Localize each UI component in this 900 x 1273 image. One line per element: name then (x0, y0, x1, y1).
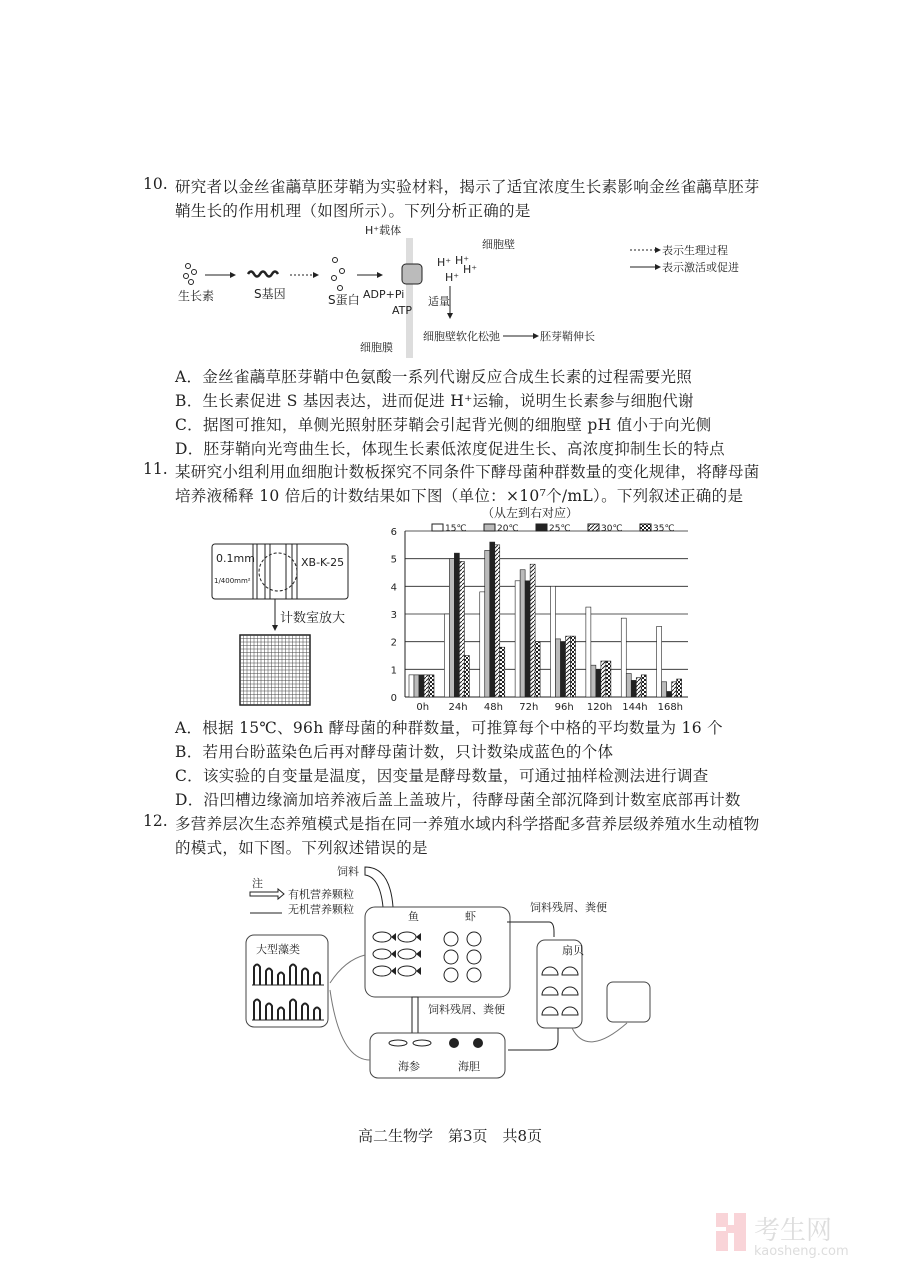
bar (480, 592, 485, 697)
question-11-line: 某研究小组利用血细胞计数板探究不同条件下酵母菌种群数量的变化规律，将酵母菌 (175, 463, 760, 481)
svg-text:ATP: ATP (392, 304, 413, 317)
legend-swatch (640, 524, 651, 531)
x-tick-label: 24h (448, 702, 468, 713)
legend-swatch (588, 524, 599, 531)
bar (464, 656, 469, 698)
bar (520, 570, 525, 697)
bar (626, 673, 631, 697)
yeast-population-chart (370, 505, 700, 715)
fish-icon (398, 932, 416, 942)
legend-label: 25℃ (549, 524, 571, 534)
bar (631, 680, 636, 697)
svg-text:kaosheng.com: kaosheng.com (754, 1244, 849, 1259)
y-tick-label: 1 (390, 665, 397, 677)
bar (662, 682, 667, 697)
bar (449, 559, 454, 697)
option-c: C．据图可推知，单侧光照射胚芽鞘会引起背光侧的细胞壁 pH 值小于向光侧 (175, 416, 712, 434)
bar (556, 639, 561, 697)
question-10-line: 鞘生长的作用机理（如图所示）。下列分析正确的是 (175, 202, 531, 220)
svg-text:胚芽鞘伸长: 胚芽鞘伸长 (540, 330, 595, 343)
svg-text:0.1mm: 0.1mm (216, 552, 255, 565)
question-11-number: 11. (143, 460, 168, 478)
h-carrier-label: H⁺载体 (365, 224, 402, 237)
s-protein-label: S蛋白 (328, 293, 360, 307)
bar (606, 661, 611, 697)
legend-swatch (484, 524, 495, 531)
cell-membrane (406, 238, 413, 358)
s-gene-icon (248, 272, 278, 277)
svg-text:H⁺: H⁺ (445, 271, 460, 284)
bar (495, 545, 500, 697)
bar (677, 679, 682, 697)
x-tick-label: 0h (416, 702, 430, 713)
fish-icon (373, 932, 391, 942)
option-b: B．生长素促进 S 基因表达，进而促进 H⁺运输，说明生长素参与细胞代谢 (175, 392, 694, 410)
bar (414, 675, 419, 697)
x-tick-label: 72h (519, 702, 539, 713)
bar (601, 661, 606, 697)
y-tick-label: 2 (390, 637, 397, 649)
bar (535, 642, 540, 697)
svg-text:表示生理过程: 表示生理过程 (662, 244, 728, 257)
legend-label: 20℃ (497, 524, 519, 534)
svg-text:海胆: 海胆 (458, 1060, 480, 1073)
fish-icon (398, 966, 416, 976)
x-tick-label: 168h (657, 702, 684, 713)
x-tick-label: 48h (483, 702, 503, 713)
svg-text:大型藻类: 大型藻类 (256, 943, 300, 956)
bar (621, 618, 626, 697)
shrimp-icon (444, 932, 458, 946)
bar (429, 675, 434, 697)
y-tick-label: 0 (390, 693, 397, 704)
svg-text:H⁺: H⁺ (455, 254, 470, 267)
bar (485, 550, 490, 697)
auxin-label: 生长素 (178, 289, 215, 303)
aquaculture-diagram (240, 865, 660, 1085)
bar (459, 561, 464, 697)
auxin-molecules (184, 264, 197, 285)
bar (419, 675, 424, 697)
bar (571, 636, 576, 697)
shrimp-icon (444, 950, 458, 964)
counting-grid (240, 635, 310, 705)
svg-text:细胞膜: 细胞膜 (360, 341, 393, 354)
bar (657, 626, 662, 697)
kaosheng-watermark (712, 1205, 892, 1265)
bar (454, 553, 459, 697)
question-12-number: 12. (143, 812, 168, 830)
svg-text:注: 注 (252, 877, 263, 890)
bar (424, 675, 429, 697)
legend-swatch (432, 524, 443, 531)
fish-icon (373, 949, 391, 959)
bar (409, 675, 414, 697)
bar (561, 642, 566, 697)
legend-label: 15℃ (445, 524, 467, 534)
legend-label: 30℃ (601, 524, 623, 534)
svg-text:ADP+Pi: ADP+Pi (363, 288, 405, 301)
x-tick-label: 96h (554, 702, 574, 713)
shrimp-icon (467, 950, 481, 964)
svg-text:无机营养颗粒: 无机营养颗粒 (288, 903, 354, 916)
svg-text:饲料: 饲料 (337, 865, 359, 878)
fish-icon (373, 966, 391, 976)
svg-text:H⁺: H⁺ (463, 263, 478, 276)
svg-text:计数室放大: 计数室放大 (280, 611, 346, 626)
bar (525, 581, 530, 697)
y-tick-label: 4 (390, 582, 397, 594)
question-10-line: 研究者以金丝雀虉草胚芽鞘为实验材料，揭示了适宜浓度生长素影响金丝雀虉草胚芽 (175, 178, 760, 196)
question-12-line: 多营养层次生态养殖模式是指在同一养殖水域内科学搭配多营养层级养殖水生动植物 (175, 815, 760, 833)
option-d: D．胚芽鞘向光弯曲生长，体现生长素低浓度促进生长、高浓度抑制生长的特点 (175, 440, 725, 458)
shrimp-icon (467, 968, 481, 982)
svg-text:适量: 适量 (428, 295, 450, 308)
page-footer: 高二生物学 第3页 共8页 (357, 1127, 543, 1145)
bar (566, 636, 571, 697)
svg-text:鱼: 鱼 (408, 910, 419, 923)
y-tick-label: 6 (390, 527, 397, 538)
svg-text:有机营养颗粒: 有机营养颗粒 (288, 888, 354, 901)
legend-swatch (536, 524, 547, 531)
option-a: A．金丝雀虉草胚芽鞘中色氨酸一系列代谢反应合成生长素的过程需要光照 (175, 368, 693, 386)
svg-text:海参: 海参 (398, 1060, 420, 1073)
svg-text:考生网: 考生网 (754, 1216, 833, 1246)
svg-text:表示激活或促进: 表示激活或促进 (662, 261, 739, 274)
svg-text:XB-K-25: XB-K-25 (301, 556, 345, 569)
bar (586, 607, 591, 697)
fish-icon (398, 949, 416, 959)
question-10-number: 10. (143, 175, 168, 193)
legend-label: 35℃ (653, 524, 675, 534)
shrimp-icon (467, 932, 481, 946)
x-tick-label: 144h (622, 702, 648, 713)
bar (596, 669, 601, 697)
svg-text:饲料残屑、粪便: 饲料残屑、粪便 (428, 1003, 505, 1016)
auxin-mechanism-diagram (170, 218, 760, 358)
option-b: B．若用台盼蓝染色后再对酵母菌计数，只计数染成蓝色的个体 (175, 743, 614, 761)
question-12-line: 的模式，如下图。下列叙述错误的是 (175, 839, 428, 857)
option-c: C．该实验的自变量是温度，因变量是酵母数量，可通过抽样检测法进行调查 (175, 767, 709, 785)
shrimp-icon (444, 968, 458, 982)
chart-title: （从左到右对应） (481, 506, 579, 520)
bar (591, 665, 596, 697)
y-tick-label: 5 (390, 554, 397, 566)
bar (490, 542, 495, 697)
svg-text:饲料残屑、粪便: 饲料残屑、粪便 (530, 901, 607, 914)
bar (530, 564, 535, 697)
bar (667, 691, 672, 697)
svg-text:细胞壁软化松弛: 细胞壁软化松弛 (423, 330, 500, 343)
question-11-line: 培养液稀释 10 倍后的计数结果如下图（单位：×10⁷个/mL）。下列叙述正确的是 (175, 487, 744, 505)
s-gene-label: S基因 (254, 287, 286, 301)
bar (672, 682, 677, 697)
bar (515, 581, 520, 697)
h-carrier-icon (402, 264, 422, 284)
bar (500, 647, 505, 697)
svg-text:H⁺: H⁺ (437, 256, 452, 269)
y-tick-label: 3 (390, 610, 397, 621)
counting-chamber-diagram (200, 530, 380, 710)
svg-text:细胞壁: 细胞壁 (482, 238, 515, 251)
option-d: D．沿凹槽边缘滴加培养液后盖上盖玻片，待酵母菌全部沉降到计数室底部再计数 (175, 791, 741, 809)
svg-text:虾: 虾 (465, 910, 476, 923)
x-tick-label: 120h (586, 702, 613, 713)
bar (636, 678, 641, 697)
bar (641, 675, 646, 697)
svg-text:扇贝: 扇贝 (562, 944, 584, 957)
option-a: A．根据 15℃、96h 酵母菌的种群数量，可推算每个中格的平均数量为 16 个 (175, 719, 723, 737)
bar (551, 586, 556, 697)
svg-text:1/400mm²: 1/400mm² (214, 577, 251, 585)
bar (444, 614, 449, 697)
